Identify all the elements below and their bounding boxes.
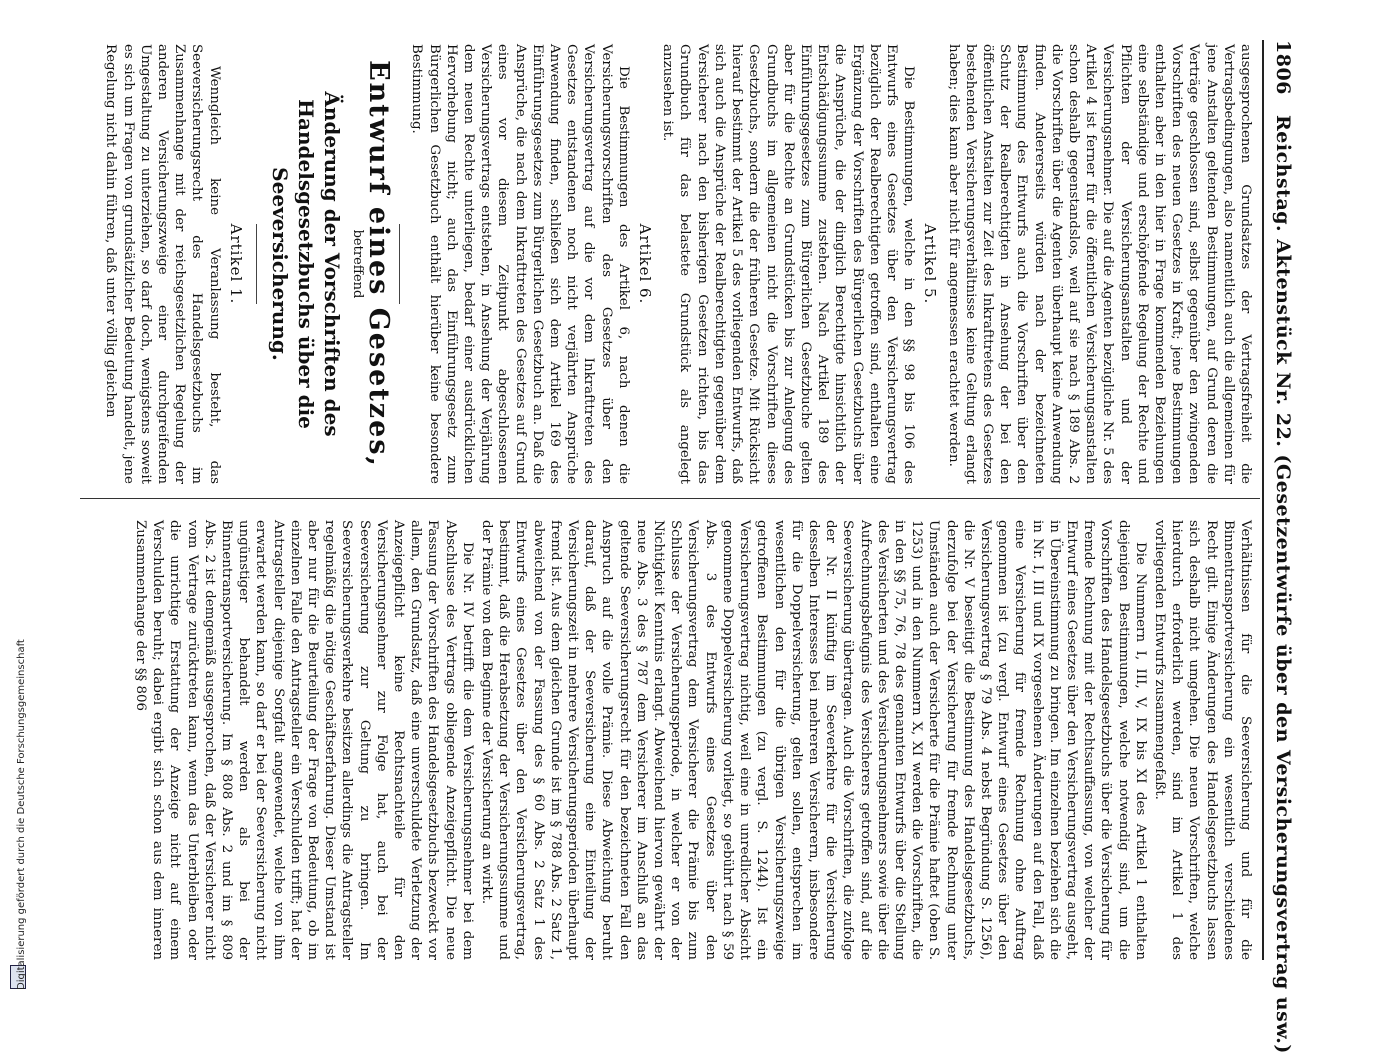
paragraph: Die Bestimmungen, welche in den §§ 98 bis 106 des Entwurfs eines Gesetzes über den Versicherungsvertrag bezüglich der Realberechtigten getroffen sind, enthalten eine Ergänzung der Vorschriften des Bürgerlichen Gesetzbuchs über die Ansprüche, die der dinglich Berechtigte hinsichtlich der Entschädigungssumme zustehen. Nach Artikel 189 des Einführungsgesetzes zum Bürgerlichen Gesetzbuche gelten aber für die Rechte an Grundstücken bis zur Anlegung des Grundbuchs im allgemeinen nicht die Vorschriften dieses Gesetzbuchs, sondern die der früheren Gesetze. Mit Rücksicht hierauf bestimmt der Artikel 5 des vorliegenden Entwurfs, daß sich auch die Ansprüche der Realberechtigten gegenüber dem Versicherer nach den bisherigen Gesetzen richten, bis das Grundbuch für das belastete Grundstück als angelegt anzusehen ist.	[660, 44, 917, 484]
paragraph: Die Nr. IV betrifft die dem Versicherungsnehmer bei dem Abschlusse des Vertrags obliegende Anzeigepflicht. Die neue Fassung der Vorschriften des Handelsgesetzbuchs bezweckt vor allem, den Grundsatz, daß eine unverschuldete Verletzung der Anzeigepflicht keine Rechtsnachteile für den Versicherungsnehmer zur Folge hat, auch bei der Seeversicherung zur Geltung zu bringen. Im Seeversicherungsverkehre besitzen allerdings die Antragsteller regelmäßig die nötige Geschäftserfahrung. Dieser Umstand ist aber nur für die Beurteilung der Frage von Bedeutung, ob im einzelnen Falle den Antragsteller ein Verschulden trifft; hat der Antragsteller diejenige Sorgfalt angewendet, welche von ihm erwartet werden kann, so darf er bei der Seeversicherung nicht ungünstiger behandelt werden als bei der Binnentransportversicherung. Im § 808 Abs. 2 und im § 809 Abs. 2 ist demgemäß ausgesprochen, daß der Versicherer nicht vom Vertrage zurücktreten kann, wenn das Unterbleiben oder die unrichtige Erstattung der Anzeige nicht auf einem Verschulden beruht; dabei ergibt sich schon aus dem inneren Zusammenhange der §§ 806	[133, 520, 475, 960]
paragraph: Die Bestimmungen des Artikel 6, nach denen die Versicherungsvorschriften des Gesetzes über den Versicherungsvertrag auf die vor dem Inkrafttreten des Gesetzes entstandenen noch nicht verjährten Ansprüche Anwendung finden, schließen sich dem Artikel 169 des Einführungsgesetzes zum Bürgerlichen Gesetzbuch an. Daß die Ansprüche, die nach dem Inkrafttreten des Gesetzes auf Grund eines vor diesem Zeitpunkt abgeschlossenen Versicherungsvertrags entstehen, in Ansehung der Verjährung dem neuen Rechte unterliegen, bedarf einer ausdrücklichen Hervorhebung nicht; auch das Einführungsgesetz zum Bürgerlichen Gesetzbuch enthält hierüber keine besondere Bestimmung.	[409, 44, 631, 484]
draft-subject: Änderung der Vorschriften des Handelsgesetzbuchs über die Seeversicherung.	[267, 91, 344, 437]
right-column	[130, 520, 1254, 960]
column-divider	[80, 498, 1260, 499]
section-separator	[256, 224, 257, 304]
digitization-credit	[2, 0, 30, 1000]
header-rule	[1262, 40, 1264, 960]
article-heading: Artikel 6.	[636, 223, 655, 305]
running-title: Reichstag. Aktenstück Nr. 22. (Gesetzentwürfe über den Versicherungsvertrag usw.)	[1272, 115, 1294, 1054]
paragraph: Die Nummern I, III, V, IX bis XI des Artikel 1 enthalten diejenigen Bestimmungen, welche notwendig sind, um die Vorschriften des Handelsgesetzbuchs über die Versicherung für fremde Rechnung mit der Rechtsauffassung, von welcher der Entwurf eines Gesetzes über den Versicherungsvertrag ausgeht, in Übereinstimmung zu bringen. Im einzelnen beziehen sich die in Nr. I, III und IX vorgesehenen Änderungen auf den Fall, daß eine Versicherung für fremde Rechnung ohne Auftrag genommen ist (zu vergl. Entwurf eines Gesetzes über den Versicherungsvertrag § 79 Abs. 4 nebst Begründung S. 1256), die Nr. V beseitigt die Bestimmung des Handelsgesetzbuchs, derzufolge bei der Versicherung für fremde Rechnung unter Umständen auch der Versicherte für die Prämie haftet (oben S. 1253) und in den Nummern X, XI werden die Vorschriften, die in den §§ 75, 76, 78 des genannten Entwurfs über die Stellung des Versicherten und des Versicherungsnehmers sowie über die Aufrechnungsbefugnis des Versicherers getroffen sind, auf die Seeversicherung übertragen. Auch die Vorschriften, die zufolge der Nr. II künftig im Seeverkehre für die Versicherung desselben Interesses bei mehreren Versicherern, insbesondere für die Doppelversicherung, gelten sollen, entsprechen im wesentlichen den für die übrigen Versicherungszweige getroffenen Bestimmungen (zu vergl. S. 1244). Ist ein Versicherungsvertrag nichtig, weil eine in unredlicher Absicht genommene Doppelversicherung vorliegt, so gebührt nach § 59 Abs. 3 des Entwurfs eines Gesetzes über den Versicherungsvertrag dem Versicherer die Prämie bis zum Schlusse der Versicherungsperiode, in welcher er von der Nichtigkeit Kenntnis erlangt. Abweichend hiervon gewährt der neue Abs. 3 des § 787 dem Versicherer im Anschluß an das geltende Seeversicherungsrecht für den bezeichneten Fall den Anspruch auf die volle Prämie. Diese Abweichung beruht darauf, daß der Seeversicherung eine Einteilung der Versicherungszeit in mehrere Versicherungsperioden überhaupt fremd ist. Aus dem gleichen Grunde ist im § 788 Abs. 2 Satz 1, abweichend von der Fassung des § 60 Abs. 2 Satz 1 des Entwurfs eines Gesetzes über den Versicherungsvertrag, bestimmt, daß die Herabsetzung der Versicherungssumme und der Prämie von dem Beginne der Versicherung an wirkt.	[479, 520, 1148, 960]
draft-concerning: betreffend	[350, 229, 366, 299]
article-heading: Artikel 5.	[921, 223, 940, 305]
paragraph: ausgesprochenen Grundsatzes der Vertragsfreiheit die Vertragsbedingungen, also namentlich auch die allgemeinen für jene Anstalten geltenden Bestimmungen, auf Grund deren die Verträge geschlossen sind, selbst gegenüber den zwingenden Vorschriften des neuen Gesetzes in Kraft; jene Bestimmungen enthalten aber in den hier in Frage kommenden Beziehungen eine selbständige und erschöpfende Regelung der Rechte und Pflichten der Versicherungsanstalten und der Versicherungsnehmer. Die auf die Agenten bezügliche Nr. 5 des Artikel 4 ist ferner für die öffentlichen Versicherungsanstalten schon deshalb gegenstandslos, weil auf sie nach § 189 Abs. 2 die Vorschriften über die Agenten überhaupt keine Anwendung finden. Andererseits würden nach der bezeichneten Bestimmung des Entwurfs auch die Vorschriften über den Schutz der Realberechtigten in Ansehung der bei den öffentlichen Anstalten zur Zeit des Inkrafttretens des Gesetzes bestehenden Versicherungsverhältnisse keine Geltung erlangt haben; dies kann aber nicht für angemessen erachtet werden.	[945, 44, 1253, 484]
left-column	[100, 44, 1254, 484]
article-heading: Artikel 1.	[226, 223, 245, 305]
draft-title: Entwurf eines Gesetzes,	[363, 60, 395, 468]
page-number: 1806	[1272, 40, 1294, 95]
credit-text: Digitalisierung gefördert durch die Deutsche Forschungsgemeinschaft	[16, 639, 27, 990]
page-header	[1266, 40, 1300, 1054]
paragraph: Verhältnissen für die Seeversicherung und für die Binnentransportversicherung ein wesentlich verschiedenes Recht gilt. Einige Änderungen des Handelsgesetzbuchs lassen sich deshalb nicht umgehen. Die neuen Vorschriften, welche hierdurch erforderlich werden, sind im Artikel 1 des vorliegenden Entwurfs zusammengefaßt.	[1151, 520, 1253, 960]
paragraph: Wenngleich keine Veranlassung besteht, das Seeversicherungsrecht des Handelsgesetzbuchs im Zusammenhange mit der reichsgesetzlichen Regelung der anderen Versicherungszweige einer durchgreifenden Umgestaltung zu unterziehen, so darf doch, wenigstens soweit es sich um Fragen von grundsätzlicher Bedeutung handelt, jene Regelung nicht dahin führen, daß unter völlig gleichen	[103, 44, 222, 484]
section-separator	[399, 224, 400, 304]
